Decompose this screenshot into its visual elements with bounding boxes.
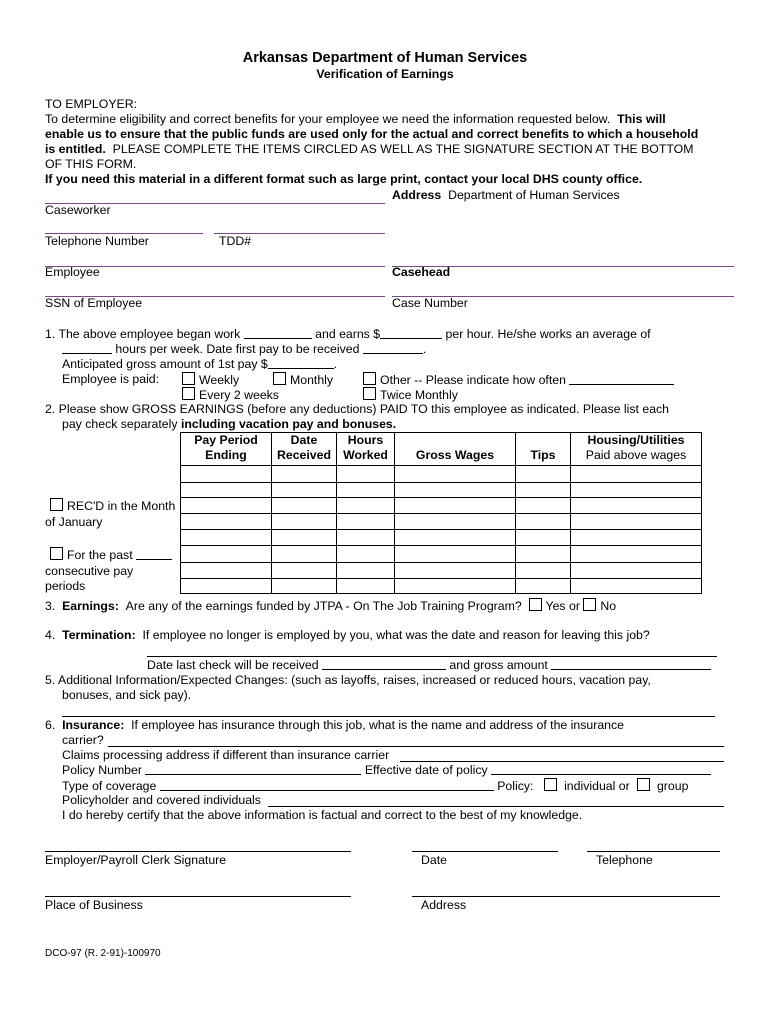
policy-number-blank[interactable] (145, 763, 361, 775)
individual-checkbox[interactable] (544, 778, 557, 791)
table-row[interactable] (180, 545, 702, 563)
table-row[interactable] (180, 562, 702, 579)
past-periods-label-2: consecutive pay (45, 564, 134, 578)
intro-line-3: is entitled. PLEASE COMPLETE THE ITEMS CIRCLED AS WELL AS THE SIGNATURE SECTION AT THE BOTTOM (45, 142, 694, 156)
q6-line-1: 6. Insurance: If employee has insurance through this job, what is the name and address of the insurance (45, 718, 624, 732)
past-periods-label-3: periods (45, 579, 86, 593)
table-row[interactable] (180, 497, 702, 514)
last-check-date-blank[interactable] (322, 658, 446, 670)
twice-monthly-checkbox[interactable] (363, 387, 376, 400)
telephone-label: Telephone Number (45, 234, 149, 248)
to-employer: TO EMPLOYER: (45, 97, 138, 111)
table-row[interactable] (180, 482, 702, 498)
format-notice: If you need this material in a different format such as large print, contact your local DHS county office. (45, 172, 643, 186)
other-frequency-blank[interactable] (569, 373, 674, 385)
page-subtitle: Verification of Earnings (316, 67, 454, 81)
place-of-business-label: Place of Business (45, 898, 143, 912)
col-housing: Housing/Utilities Paid above wages (585, 433, 687, 462)
col-gross-wages: Gross Wages (415, 448, 495, 462)
every-2-weeks-checkbox[interactable] (182, 387, 195, 400)
every-2-weeks-option[interactable]: Every 2 weeks (182, 387, 279, 403)
employer-signature-line[interactable] (45, 851, 351, 852)
claims-address-line[interactable] (400, 761, 724, 762)
past-periods-blank[interactable] (136, 548, 172, 560)
certification-text: I do hereby certify that the above information is factual and correct to the best of my knowledge. (62, 808, 583, 822)
first-pay-amount-blank[interactable] (268, 357, 334, 369)
additional-info-line[interactable] (62, 716, 715, 717)
table-row[interactable] (180, 465, 702, 483)
q6-holder: Policyholder and covered individuals (62, 793, 261, 807)
hours-per-week-blank[interactable] (62, 342, 112, 354)
employee-label: Employee (45, 265, 100, 279)
recd-month-option[interactable]: REC'D in the Month (50, 498, 175, 514)
col-hours-worked: Hours Worked (343, 433, 388, 462)
past-periods-option[interactable]: For the past (50, 547, 172, 563)
q6-carrier: carrier? (62, 733, 104, 747)
place-of-business-line[interactable] (45, 896, 351, 897)
past-periods-checkbox[interactable] (50, 547, 63, 560)
col-date-received: Date Received (276, 433, 331, 462)
casehead-label: Casehead (392, 265, 451, 279)
recd-month-label: of January (45, 515, 103, 529)
coverage-type-blank[interactable] (160, 779, 494, 791)
last-gross-amount-blank[interactable] (551, 658, 711, 670)
twice-monthly-option[interactable]: Twice Monthly (363, 387, 458, 403)
paid-label: Employee is paid: (62, 372, 160, 386)
hourly-rate-blank[interactable] (380, 327, 442, 339)
monthly-option[interactable]: Monthly (273, 372, 333, 388)
first-pay-date-blank[interactable] (363, 342, 423, 354)
col-tips: Tips (530, 448, 556, 462)
case-number-label: Case Number (392, 296, 468, 310)
q2-line-2: pay check separately including vacation pay and bonuses. (62, 417, 397, 431)
q5-line-2: bonuses, and sick pay). (62, 688, 192, 702)
carrier-line[interactable] (108, 746, 724, 747)
intro-line-1: To determine eligibility and correct benefits for your employee we need the information requested below. This will (45, 112, 666, 126)
q3-line: 3. Earnings: Are any of the earnings funded by JTPA - On The Job Training Program? Yes or No (45, 599, 617, 613)
telephone-signature-line[interactable] (587, 851, 720, 852)
start-date-blank[interactable] (244, 327, 312, 339)
termination-reason-line[interactable] (147, 656, 717, 657)
table-row[interactable] (180, 513, 702, 530)
table-row[interactable] (180, 529, 702, 546)
col-pay-period: Pay Period Ending (194, 433, 258, 462)
address-field: Address Department of Human Services (392, 188, 620, 202)
q4-last-check: Date last check will be received and gross amount (147, 658, 711, 673)
recd-month-checkbox[interactable] (50, 498, 63, 511)
policyholder-line[interactable] (268, 806, 724, 807)
effective-date-blank[interactable] (491, 763, 711, 775)
group-checkbox[interactable] (637, 778, 650, 791)
date-label: Date (421, 853, 447, 867)
q1-line-2: hours per week. Date first pay to be received . (62, 342, 426, 357)
intro-line-2: enable us to ensure that the public funds are used only for the actual and correct benefits to which a household (45, 127, 699, 141)
q6-claims: Claims processing address if different than insurance carrier (62, 748, 390, 762)
q6-policy-number: Policy Number Effective date of policy (62, 763, 711, 778)
employer-signature-label: Employer/Payroll Clerk Signature (45, 853, 227, 867)
jtpa-no-checkbox[interactable] (583, 598, 596, 611)
q6-coverage: Type of coverage Policy: individual or group (62, 779, 689, 793)
caseworker-label: Caseworker (45, 203, 111, 217)
q4-line: 4. Termination: If employee no longer is employed by you, what was the date and reason for leaving this job? (45, 628, 650, 642)
table-row[interactable] (180, 578, 702, 594)
form-id: DCO-97 (R. 2-91)-100970 (45, 948, 161, 959)
page-title: Arkansas Department of Human Services (242, 50, 528, 66)
telephone-signature-label: Telephone (596, 853, 653, 867)
address-line[interactable] (412, 896, 720, 897)
q2-line-1: 2. Please show GROSS EARNINGS (before any deductions) PAID TO this employee as indicated. Please list each (45, 402, 670, 416)
weekly-checkbox[interactable] (182, 372, 195, 385)
other-option[interactable]: Other -- Please indicate how often (363, 372, 674, 388)
ssn-label: SSN of Employee (45, 296, 143, 310)
weekly-option[interactable]: Weekly (182, 372, 239, 388)
intro-line-4: OF THIS FORM. (45, 157, 137, 171)
date-line[interactable] (412, 851, 558, 852)
q5-line-1: 5. Additional Information/Expected Changes: (such as layoffs, raises, increased or reduced hours, vacation pay, (45, 673, 651, 687)
q1-line-1: 1. The above employee began work and earns $ per hour. He/she works an average of (45, 327, 651, 341)
address-label: Address (421, 898, 467, 912)
other-checkbox[interactable] (363, 372, 376, 385)
tdd-label: TDD# (219, 234, 252, 248)
jtpa-yes-checkbox[interactable] (529, 598, 542, 611)
monthly-checkbox[interactable] (273, 372, 286, 385)
q1-line-3: Anticipated gross amount of 1st pay $ . (62, 357, 338, 371)
